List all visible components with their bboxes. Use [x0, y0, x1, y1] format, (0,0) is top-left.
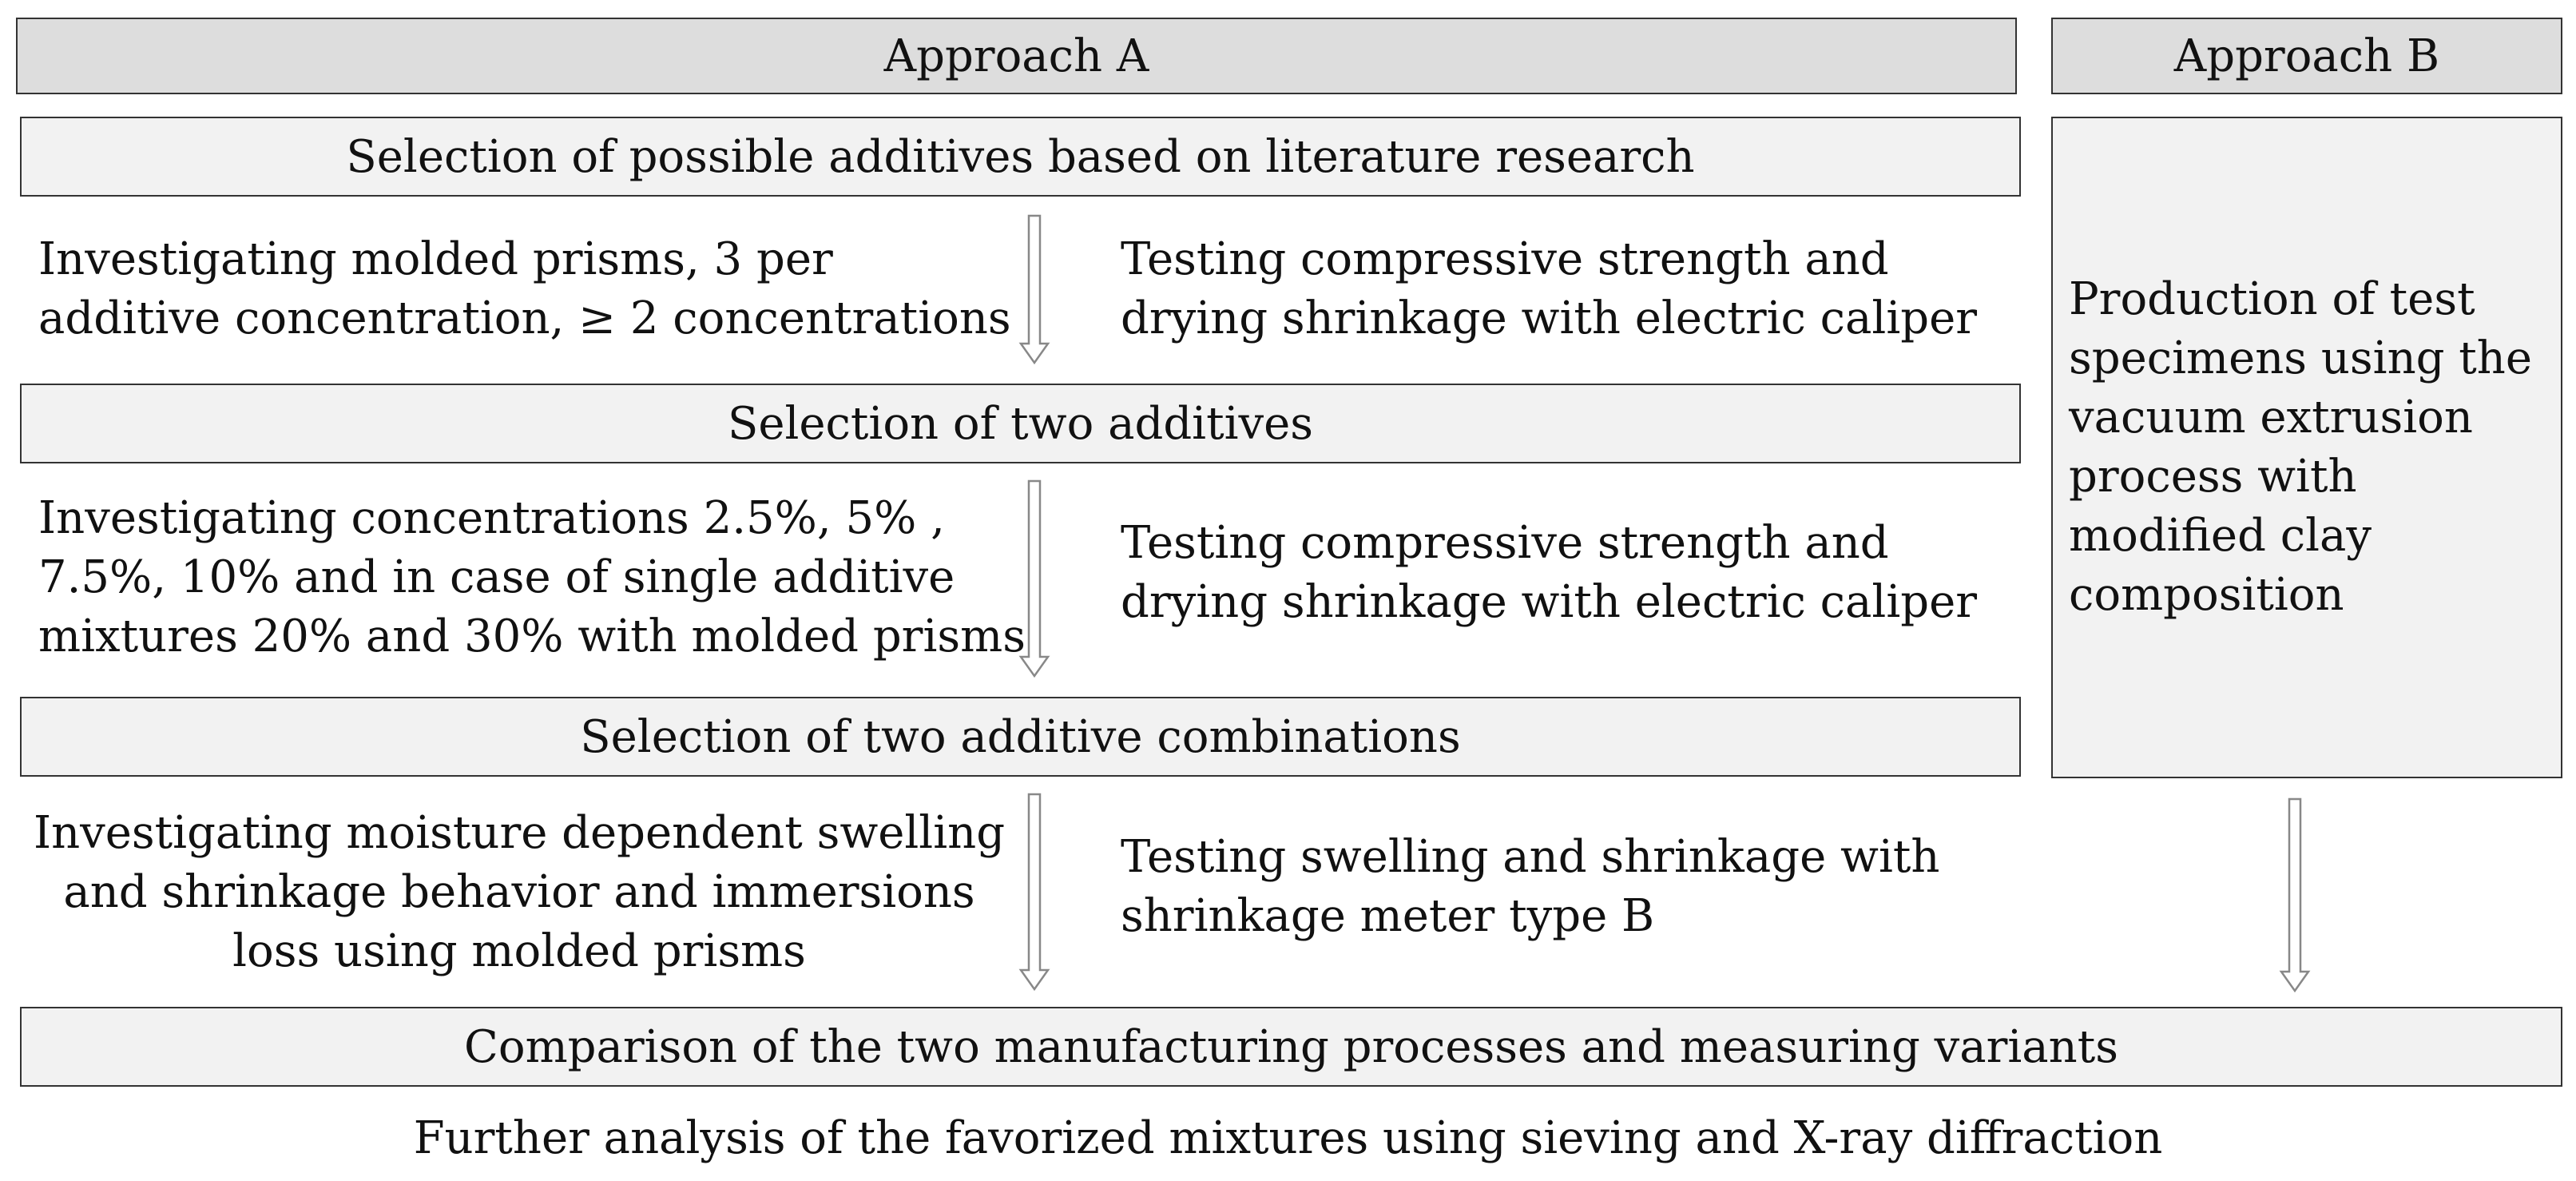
step-additive-combinations [20, 697, 2021, 777]
step-two-additives [20, 384, 2021, 463]
down-arrow-approach-b [2275, 797, 2315, 994]
step-literature-selection-label: Selection of possible additives based on literature research [346, 130, 1695, 183]
approach-b-body-text: Production of test specimens using the vacuum extrusion process with modified clay composition [2069, 273, 2532, 621]
stage2-testing-text: Testing compressive strength and drying shrinkage with electric caliper [1121, 517, 1977, 628]
stage3-testing-text: Testing swelling and shrinkage with shrinkage meter type B [1121, 831, 1940, 942]
comparison-label: Comparison of the two manufacturing processes and measuring variants [464, 1020, 2118, 1073]
stage3-investigation-text: Investigating moisture dependent swelling and shrinkage behavior and immersions loss using molded prisms [33, 807, 1006, 977]
step-literature-selection [20, 117, 2021, 197]
approach-b-header-label: Approach B [2173, 30, 2440, 82]
final-analysis-text: Further analysis of the favorized mixtures using sieving and X-ray diffraction [413, 1112, 2163, 1164]
step-additive-combinations-label: Selection of two additive combinations [580, 710, 1461, 763]
stage1-testing-text: Testing compressive strength and drying shrinkage with electric caliper [1121, 233, 1977, 344]
down-arrow-1 [1014, 214, 1054, 366]
approach-a-header [16, 18, 2017, 94]
stage2-investigation-text: Investigating concentrations 2.5%, 5% , 7.5%, 10% and in case of single additive mixtures 20% and 30% with molded prisms [38, 492, 1026, 662]
down-arrow-2 [1014, 479, 1054, 679]
stage1-investigation-text: Investigating molded prisms, 3 per additive concentration, ≥ 2 concentrations [38, 233, 1011, 344]
down-arrow-3 [1014, 793, 1054, 992]
step-two-additives-label: Selection of two additives [727, 397, 1314, 450]
approach-b-header [2051, 18, 2562, 94]
comparison-box [20, 1007, 2562, 1087]
approach-a-header-label: Approach A [883, 30, 1149, 82]
approach-b-body [2051, 117, 2562, 778]
